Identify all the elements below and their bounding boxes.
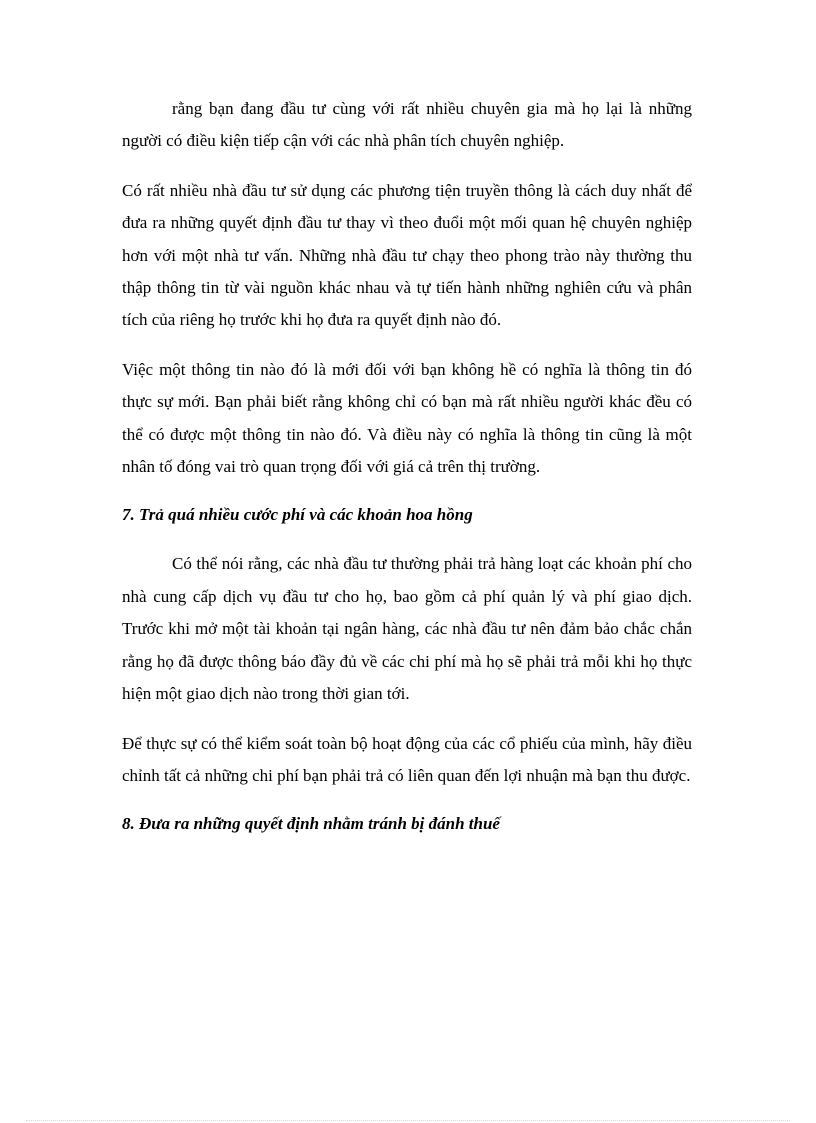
page-bottom-divider xyxy=(26,1120,790,1121)
paragraph-cost-control: Để thực sự có thể kiểm soát toàn bộ hoạt động của các cổ phiếu của mình, hãy điều chỉnh tất cả những chi phí bạn phải trả có liên quan đến lợi nhuận mà bạn thu được. xyxy=(122,733,692,785)
paragraph-new-information: Việc một thông tin nào đó là mới đối với bạn không hề có nghĩa là thông tin đó thực sự mới. Bạn phải biết rằng không chỉ có bạn mà rất nhiều người khác đều có thể có được một thông tin nào đó. Và điều này có nghĩa là thông tin cũng là một nhân tố đóng vai trò quan trọng đối với giá cả trên thị trường. xyxy=(122,359,692,477)
paragraph-fees: Có thể nói rằng, các nhà đầu tư thường phải trả hàng loạt các khoản phí cho nhà cung cấp dịch vụ đầu tư cho họ, bao gồm cả phí quản lý và phí giao dịch. Trước khi mở một tài khoản tại ngân hàng, các nhà đầu tư nên đảm bảo chắc chắn rằng họ đã được thông báo đầy đủ về các chi phí mà họ sẽ phải trả mỗi khi họ thực hiện một giao dịch nào trong thời gian tới. xyxy=(122,554,692,704)
paragraph-media-investors: Có rất nhiều nhà đầu tư sử dụng các phương tiện truyền thông là cách duy nhất để đưa ra những quyết định đầu tư thay vì theo đuổi một mối quan hệ chuyên nghiệp hơn với một nhà tư vấn. Những nhà đầu tư chạy theo phong trào này thường thu thập thông tin từ vài nguồn khác nhau và tự tiến hành những nghiên cứu và phân tích của riêng họ trước khi họ đưa ra quyết định nào đó. xyxy=(122,180,692,330)
section-heading-7: 7. Trả quá nhiều cước phí và các khoản hoa hồng xyxy=(122,505,473,525)
document-body xyxy=(122,93,692,857)
section-heading-8: 8. Đưa ra những quyết định nhằm tránh bị đánh thuế xyxy=(122,814,500,834)
paragraph-continuation: rằng bạn đang đầu tư cùng với rất nhiều chuyên gia mà họ lại là những người có điều kiện tiếp cận với các nhà phân tích chuyên nghiệp. xyxy=(122,99,692,151)
